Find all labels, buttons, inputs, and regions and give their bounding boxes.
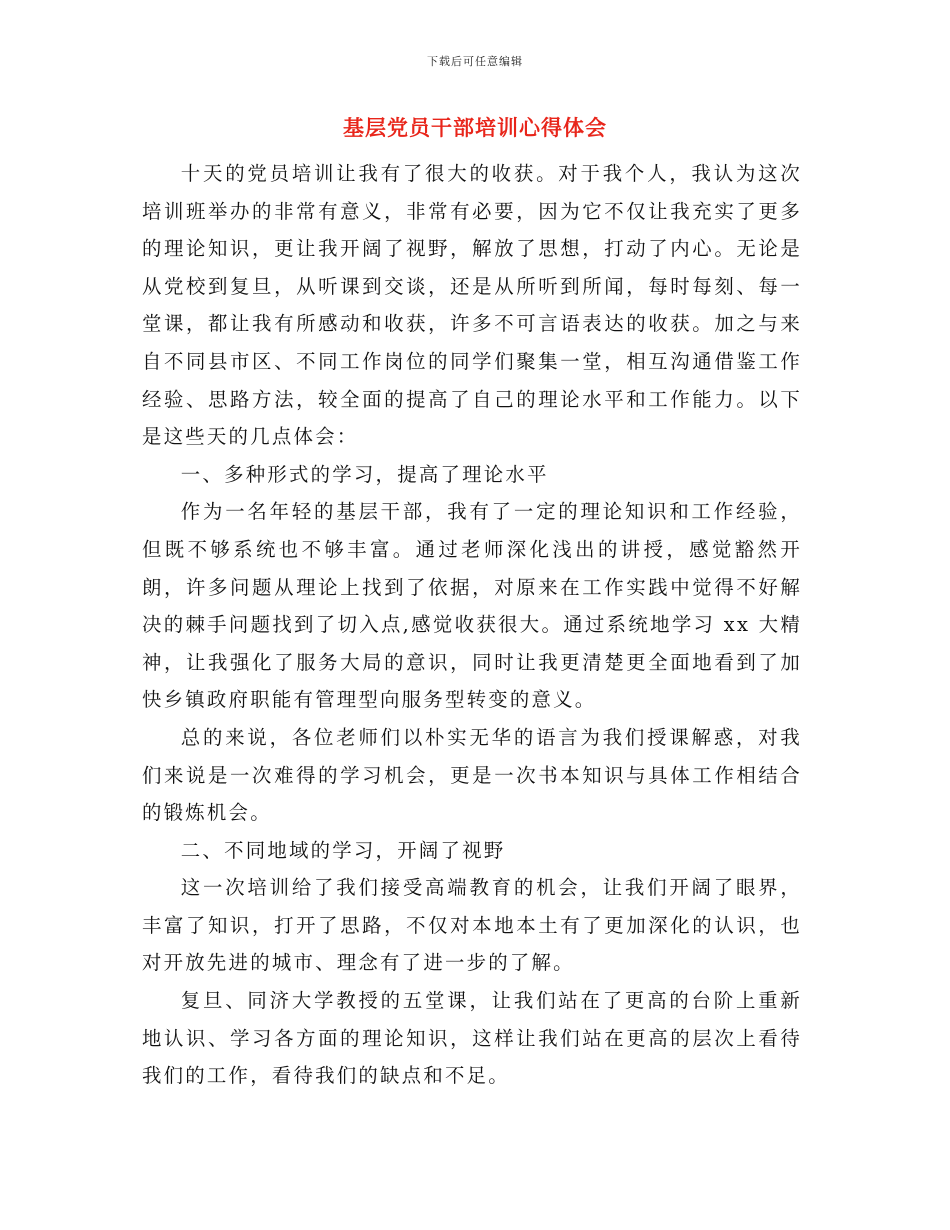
paragraph-intro: 十天的党员培训让我有了很大的收获。对于我个人，我认为这次培训班举办的非常有意义，非常有必要，因为它不仅让我充实了更多的理论知识，更让我开阔了视野，解放了思想，打动了内心。无论是从党校到复旦，从听课到交谈，还是从所听到所闻，每时每刻、每一堂课，都让我有所感动和收获，许多不可言语表达的收获。加之与来自不同县市区、不同工作岗位的同学们聚集一堂，相互沟通借鉴工作经验、思路方法，较全面的提高了自己的理论水平和工作能力。以下是这些天的几点体会： <box>142 162 802 449</box>
paragraph: 总的来说，各位老师们以朴实无华的语言为我们授课解惑，对我们来说是一次难得的学习机会，更是一次书本知识与具体工作相结合的锻炼机会。 <box>142 725 802 825</box>
section-heading-2: 二、不同地域的学习，开阔了视野 <box>180 838 506 862</box>
paragraph: 复旦、同济大学教授的五堂课，让我们站在了更高的台阶上重新地认识、学习各方面的理论知识，这样让我们站在更高的层次上看待我们的工作，看待我们的缺点和不足。 <box>142 989 802 1088</box>
document-body <box>142 155 802 1095</box>
section-heading-1: 一、多种形式的学习，提高了理论水平 <box>180 462 549 486</box>
document-title: 基层党员干部培训心得体会 <box>343 116 607 140</box>
paragraph: 作为一名年轻的基层干部，我有了一定的理论知识和工作经验，但既不够系统也不够丰富。通过老师深化浅出的讲授，感觉豁然开朗，许多问题从理论上找到了依据，对原来在工作实践中觉得不好解决的棘手问题找到了切入点,感觉收获很大。通过系统地学习 xx 大精神，让我强化了服务大局的意识，同时让我更清楚更全面地看到了加快乡镇政府职能有管理型向服务型转变的意义。 <box>142 500 802 712</box>
header-note: 下载后可任意编辑 <box>427 55 523 68</box>
paragraph: 这一次培训给了我们接受高端教育的机会，让我们开阔了眼界，丰富了知识，打开了思路，不仅对本地本土有了更加深化的认识，也对开放先进的城市、理念有了进一步的了解。 <box>142 876 802 975</box>
